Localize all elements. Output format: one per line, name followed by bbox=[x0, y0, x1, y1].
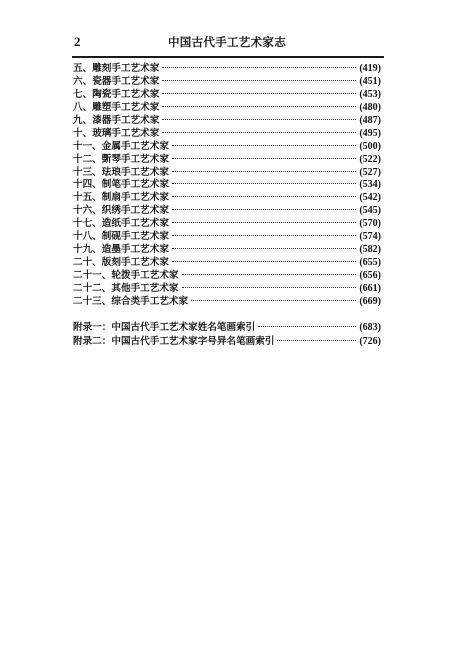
dot-leader bbox=[172, 196, 356, 197]
dot-leader bbox=[162, 119, 356, 120]
entry-page-number: (655) bbox=[359, 257, 381, 269]
entry-page-number: (726) bbox=[359, 336, 381, 347]
entry-title: 金属手工艺术家 bbox=[101, 140, 169, 152]
entry-title: 瓷器手工艺术家 bbox=[92, 75, 160, 87]
toc-entry bbox=[73, 128, 381, 141]
entry-page-number: (669) bbox=[359, 295, 381, 307]
entry-number: 十九、 bbox=[73, 244, 102, 256]
entry-title: 轮拨手工艺术家 bbox=[111, 270, 179, 281]
dot-leader bbox=[172, 248, 356, 249]
entry-page-number: (683) bbox=[359, 322, 381, 333]
dot-leader bbox=[172, 183, 356, 184]
entry-number: 二十一、 bbox=[73, 270, 112, 281]
dot-leader bbox=[277, 340, 356, 341]
entry-number: 十二、 bbox=[73, 153, 102, 165]
appendix-entry bbox=[73, 335, 381, 349]
entry-title: 雕刻手工艺术家 bbox=[92, 63, 160, 74]
entry-page-number: (527) bbox=[359, 166, 381, 178]
toc-entry bbox=[73, 231, 381, 244]
dot-leader bbox=[182, 274, 357, 275]
dot-leader bbox=[162, 80, 356, 81]
dot-leader bbox=[172, 235, 356, 236]
toc-entry bbox=[73, 115, 381, 128]
entry-page-number: (542) bbox=[359, 192, 381, 204]
entry-number: 二十三、 bbox=[73, 295, 112, 307]
dot-leader bbox=[162, 132, 356, 133]
entry-page-number: (570) bbox=[359, 218, 381, 230]
toc-entry bbox=[73, 102, 381, 115]
dot-leader bbox=[172, 222, 356, 223]
entry-number: 七、 bbox=[73, 88, 93, 100]
appendix-entry bbox=[73, 321, 381, 335]
entry-number: 十五、 bbox=[73, 192, 102, 204]
dot-leader bbox=[172, 158, 356, 159]
entry-number: 十一、 bbox=[73, 140, 102, 152]
entry-number: 附录二： bbox=[73, 336, 112, 347]
entry-page-number: (480) bbox=[359, 101, 381, 113]
entry-title: 珐琅手工艺术家 bbox=[101, 166, 169, 178]
page-number: 2 bbox=[74, 34, 81, 49]
entry-page-number: (500) bbox=[359, 140, 381, 152]
entry-title: 玻璃手工艺术家 bbox=[92, 127, 160, 139]
dot-leader bbox=[172, 261, 356, 262]
entry-title: 中国古代手工艺术家字号异名笔画索引 bbox=[111, 336, 275, 347]
entry-title: 雕塑手工艺术家 bbox=[92, 101, 160, 113]
entry-title: 制笔手工艺术家 bbox=[101, 179, 169, 191]
entry-page-number: (487) bbox=[359, 114, 381, 126]
entry-number: 十七、 bbox=[73, 218, 102, 230]
entry-title: 综合类手工艺术家 bbox=[111, 295, 189, 307]
entry-number: 十六、 bbox=[73, 205, 102, 217]
entry-number: 十四、 bbox=[73, 179, 102, 191]
entry-title: 造纸手工艺术家 bbox=[101, 218, 169, 230]
toc-entry bbox=[73, 270, 381, 283]
entry-title: 制砚手工艺术家 bbox=[101, 231, 169, 243]
entry-page-number: (495) bbox=[359, 127, 381, 139]
entry-number: 十、 bbox=[73, 127, 93, 139]
entry-number: 六、 bbox=[73, 75, 93, 87]
dot-leader bbox=[191, 300, 356, 301]
entry-page-number: (656) bbox=[359, 270, 381, 281]
entry-title: 陶瓷手工艺术家 bbox=[92, 88, 160, 100]
dot-leader bbox=[162, 106, 356, 107]
toc-entry bbox=[73, 296, 381, 309]
entry-page-number: (534) bbox=[359, 179, 381, 191]
dot-leader bbox=[172, 145, 356, 146]
entry-page-number: (582) bbox=[359, 244, 381, 256]
dot-leader bbox=[172, 171, 356, 172]
toc-entry bbox=[73, 154, 381, 167]
entry-page-number: (419) bbox=[359, 63, 381, 74]
dot-leader bbox=[172, 209, 356, 210]
toc-entry bbox=[73, 192, 381, 205]
toc-entry bbox=[73, 167, 381, 180]
entry-number: 附录一： bbox=[73, 322, 112, 333]
entry-page-number: (545) bbox=[359, 205, 381, 217]
dot-leader bbox=[258, 326, 356, 327]
entry-page-number: (451) bbox=[359, 75, 381, 87]
appendix-list bbox=[73, 321, 381, 349]
entry-title: 其他手工艺术家 bbox=[111, 282, 179, 294]
toc-entry bbox=[73, 179, 381, 192]
entry-title: 斲琴手工艺术家 bbox=[101, 153, 169, 165]
toc-entry bbox=[73, 89, 381, 102]
dot-leader bbox=[182, 287, 357, 288]
toc-entry bbox=[73, 141, 381, 154]
toc-entry bbox=[73, 76, 381, 89]
toc-entry bbox=[73, 218, 381, 231]
entry-number: 八、 bbox=[73, 101, 93, 113]
entry-page-number: (661) bbox=[359, 282, 381, 294]
toc-entry bbox=[73, 205, 381, 218]
toc-entry bbox=[73, 63, 381, 76]
entry-title: 织绣手工艺术家 bbox=[101, 205, 169, 217]
entry-page-number: (453) bbox=[359, 88, 381, 100]
header-rule bbox=[72, 56, 384, 58]
table-of-contents bbox=[73, 63, 381, 309]
entry-number: 二十二、 bbox=[73, 282, 112, 294]
entry-title: 制扇手工艺术家 bbox=[101, 192, 169, 204]
toc-entry bbox=[73, 244, 381, 257]
entry-title: 中国古代手工艺术家姓名笔画索引 bbox=[111, 322, 256, 333]
entry-page-number: (574) bbox=[359, 231, 381, 243]
entry-title: 漆器手工艺术家 bbox=[92, 114, 160, 126]
entry-number: 十三、 bbox=[73, 166, 102, 178]
entry-title: 版刻手工艺术家 bbox=[101, 257, 169, 269]
entry-number: 十八、 bbox=[73, 231, 102, 243]
toc-entry bbox=[73, 257, 381, 270]
toc-entry bbox=[73, 283, 381, 296]
dot-leader bbox=[162, 93, 356, 94]
entry-title: 造墨手工艺术家 bbox=[101, 244, 169, 256]
entry-number: 九、 bbox=[73, 114, 93, 126]
entry-number: 五、 bbox=[73, 63, 93, 74]
dot-leader bbox=[162, 67, 356, 68]
running-title: 中国古代手工艺术家志 bbox=[168, 35, 286, 49]
entry-page-number: (522) bbox=[359, 153, 381, 165]
entry-number: 二十、 bbox=[73, 257, 102, 269]
